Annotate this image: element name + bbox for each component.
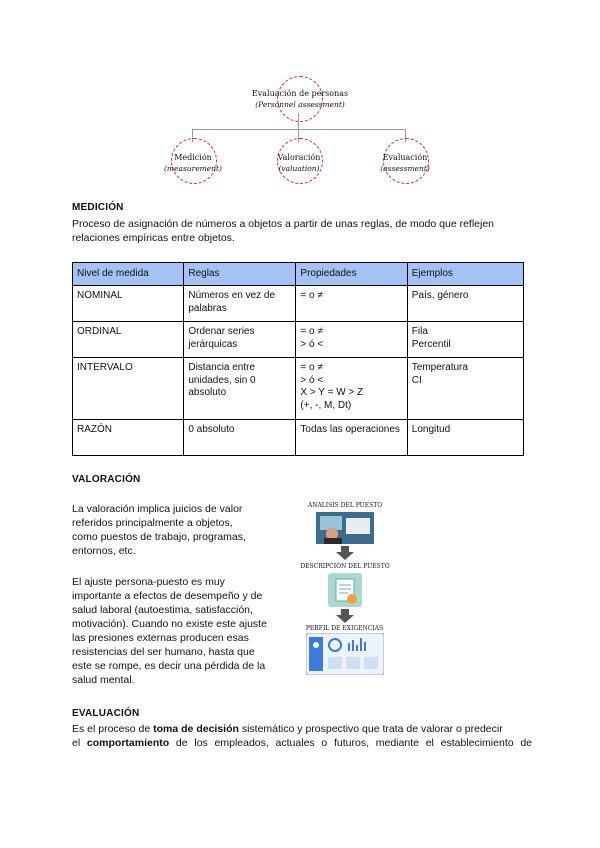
- text-line: importante a efectos de desempeño y de: [72, 590, 263, 602]
- cell-propiedades: [296, 322, 407, 358]
- prop-line: (+, -, M, Dt): [300, 399, 352, 411]
- child-title: Valoración: [277, 153, 321, 162]
- prop-line: = o ≠: [300, 290, 323, 301]
- text-span: de los empleados, actuales o futuros, mediante el establecimiento de: [169, 737, 532, 749]
- table-row: [73, 420, 524, 456]
- cell-nivel: NOMINAL: [73, 286, 184, 322]
- arrow-down-icon: [336, 546, 354, 560]
- evaluacion-text: [72, 722, 532, 750]
- valoracion-heading: VALORACIÓN: [72, 474, 141, 485]
- root-node-subtitle: (Personnel assessment): [255, 100, 345, 109]
- medicion-line: Proceso de asignación de números a objetos a partir de unas reglas, de modo que reflejen: [72, 218, 495, 230]
- text-span: Es el proceso de: [72, 723, 154, 735]
- ejemplo-line: Percentil: [411, 338, 451, 350]
- arrow-down-icon: [336, 609, 354, 623]
- medicion-line: relaciones empíricas entre objetos.: [72, 232, 235, 244]
- evaluacion-heading: EVALUACIÓN: [72, 708, 140, 719]
- cell-nivel: ORDINAL: [73, 322, 184, 358]
- figure-caption-descripcion: DESCRIPCIÓN DEL PUESTO: [300, 563, 390, 570]
- cell-propiedades: [296, 286, 407, 322]
- evaluacion-line-2: [72, 736, 532, 750]
- cell-reglas: Ordenar series jerárquicas: [184, 322, 296, 358]
- child-node-evaluacion: [355, 152, 455, 174]
- cell-nivel: INTERVALO: [73, 358, 184, 420]
- header-propiedades: Propiedades: [296, 263, 407, 286]
- prop-line: > ó <: [300, 338, 324, 350]
- text-line: La valoración implica juicios de valor: [72, 503, 243, 515]
- prop-line: > ó <: [300, 374, 324, 386]
- cell-ejemplos: [407, 286, 523, 322]
- text-span: sistemático y prospectivo que trata de valorar o predecir: [238, 723, 503, 735]
- valoracion-paragraph-1: [72, 502, 292, 558]
- header-ejemplos: Ejemplos: [407, 263, 523, 286]
- child-node-medicion: [143, 152, 243, 174]
- text-line: entornos, etc.: [72, 545, 136, 557]
- child-subtitle: (valuation): [278, 164, 320, 173]
- table-row: [73, 358, 524, 420]
- header-reglas: Reglas: [184, 263, 296, 286]
- figure-caption-perfil: PERFIL DE EXIGENCIAS: [305, 625, 384, 632]
- ejemplo-line: CI: [411, 374, 422, 386]
- text-line: las presiones externas producen esas: [72, 632, 249, 644]
- cell-reglas: Números en vez de palabras: [184, 286, 296, 322]
- table-row: [73, 322, 524, 358]
- text-line: salud mental.: [72, 674, 135, 686]
- text-line: El ajuste persona-puesto es muy: [72, 576, 225, 588]
- header-nivel: Nivel de medida: [73, 263, 184, 286]
- dashboard-illustration: [306, 633, 384, 675]
- bold-term-toma-decision: toma de decisión: [153, 723, 239, 735]
- figure-caption-analisis: ANÁLISIS DEL PUESTO: [307, 502, 383, 509]
- ejemplo-line: País, género: [411, 290, 469, 301]
- cell-propiedades: [296, 358, 407, 420]
- ejemplo-line: Temperatura: [411, 362, 468, 373]
- bold-term-comportamiento: comportamiento: [86, 737, 170, 749]
- child-title: Evaluación: [382, 153, 428, 162]
- child-node-valoracion: [249, 152, 349, 174]
- connector-horizontal: [192, 129, 406, 130]
- table-header-row: [73, 263, 524, 286]
- cell-ejemplos: Longitud: [407, 420, 523, 456]
- cell-nivel: RAZÓN: [73, 420, 184, 456]
- text-line: este se rompe, es decir una pérdida de la: [72, 660, 266, 672]
- cell-reglas: 0 absoluto: [184, 420, 296, 456]
- cell-reglas: Distancia entre unidades, sin 0 absoluto: [184, 358, 296, 420]
- cell-propiedades: Todas las operaciones: [296, 420, 407, 456]
- ejemplo-line: Fila: [411, 326, 428, 337]
- medicion-text: [72, 217, 532, 245]
- text-line: motivación). Cuando no existe este ajuste: [72, 618, 267, 630]
- measurement-levels-table: [72, 262, 524, 456]
- text-line: resistencias del ser humano, hasta que: [72, 646, 255, 658]
- connector-root: [298, 113, 299, 129]
- prop-line: = o ≠: [300, 326, 323, 337]
- document-icon: [328, 573, 362, 607]
- medicion-heading: MEDICIÓN: [72, 202, 124, 213]
- office-photo-illustration: [316, 512, 374, 544]
- cell-ejemplos: [407, 322, 523, 358]
- text-line: referidos principalmente a objetos,: [72, 517, 233, 529]
- root-node-title: Evaluación de personas: [251, 89, 349, 98]
- prop-line: = o ≠: [300, 362, 323, 373]
- evaluacion-line-1: [72, 722, 532, 736]
- text-line: como puestos de trabajo, programas,: [72, 531, 246, 543]
- child-subtitle: (measurement): [164, 164, 222, 173]
- cell-ejemplos: [407, 358, 523, 420]
- child-subtitle: (assessment): [380, 164, 430, 173]
- valoracion-paragraph-2: [72, 575, 297, 687]
- table-row: [73, 286, 524, 322]
- text-line: salud laboral (autoestima, satisfacción,: [72, 604, 253, 616]
- text-span: el: [72, 737, 87, 749]
- prop-line: X > Y = W > Z: [300, 387, 364, 398]
- root-node: [230, 88, 370, 110]
- child-title: Medición: [174, 153, 212, 162]
